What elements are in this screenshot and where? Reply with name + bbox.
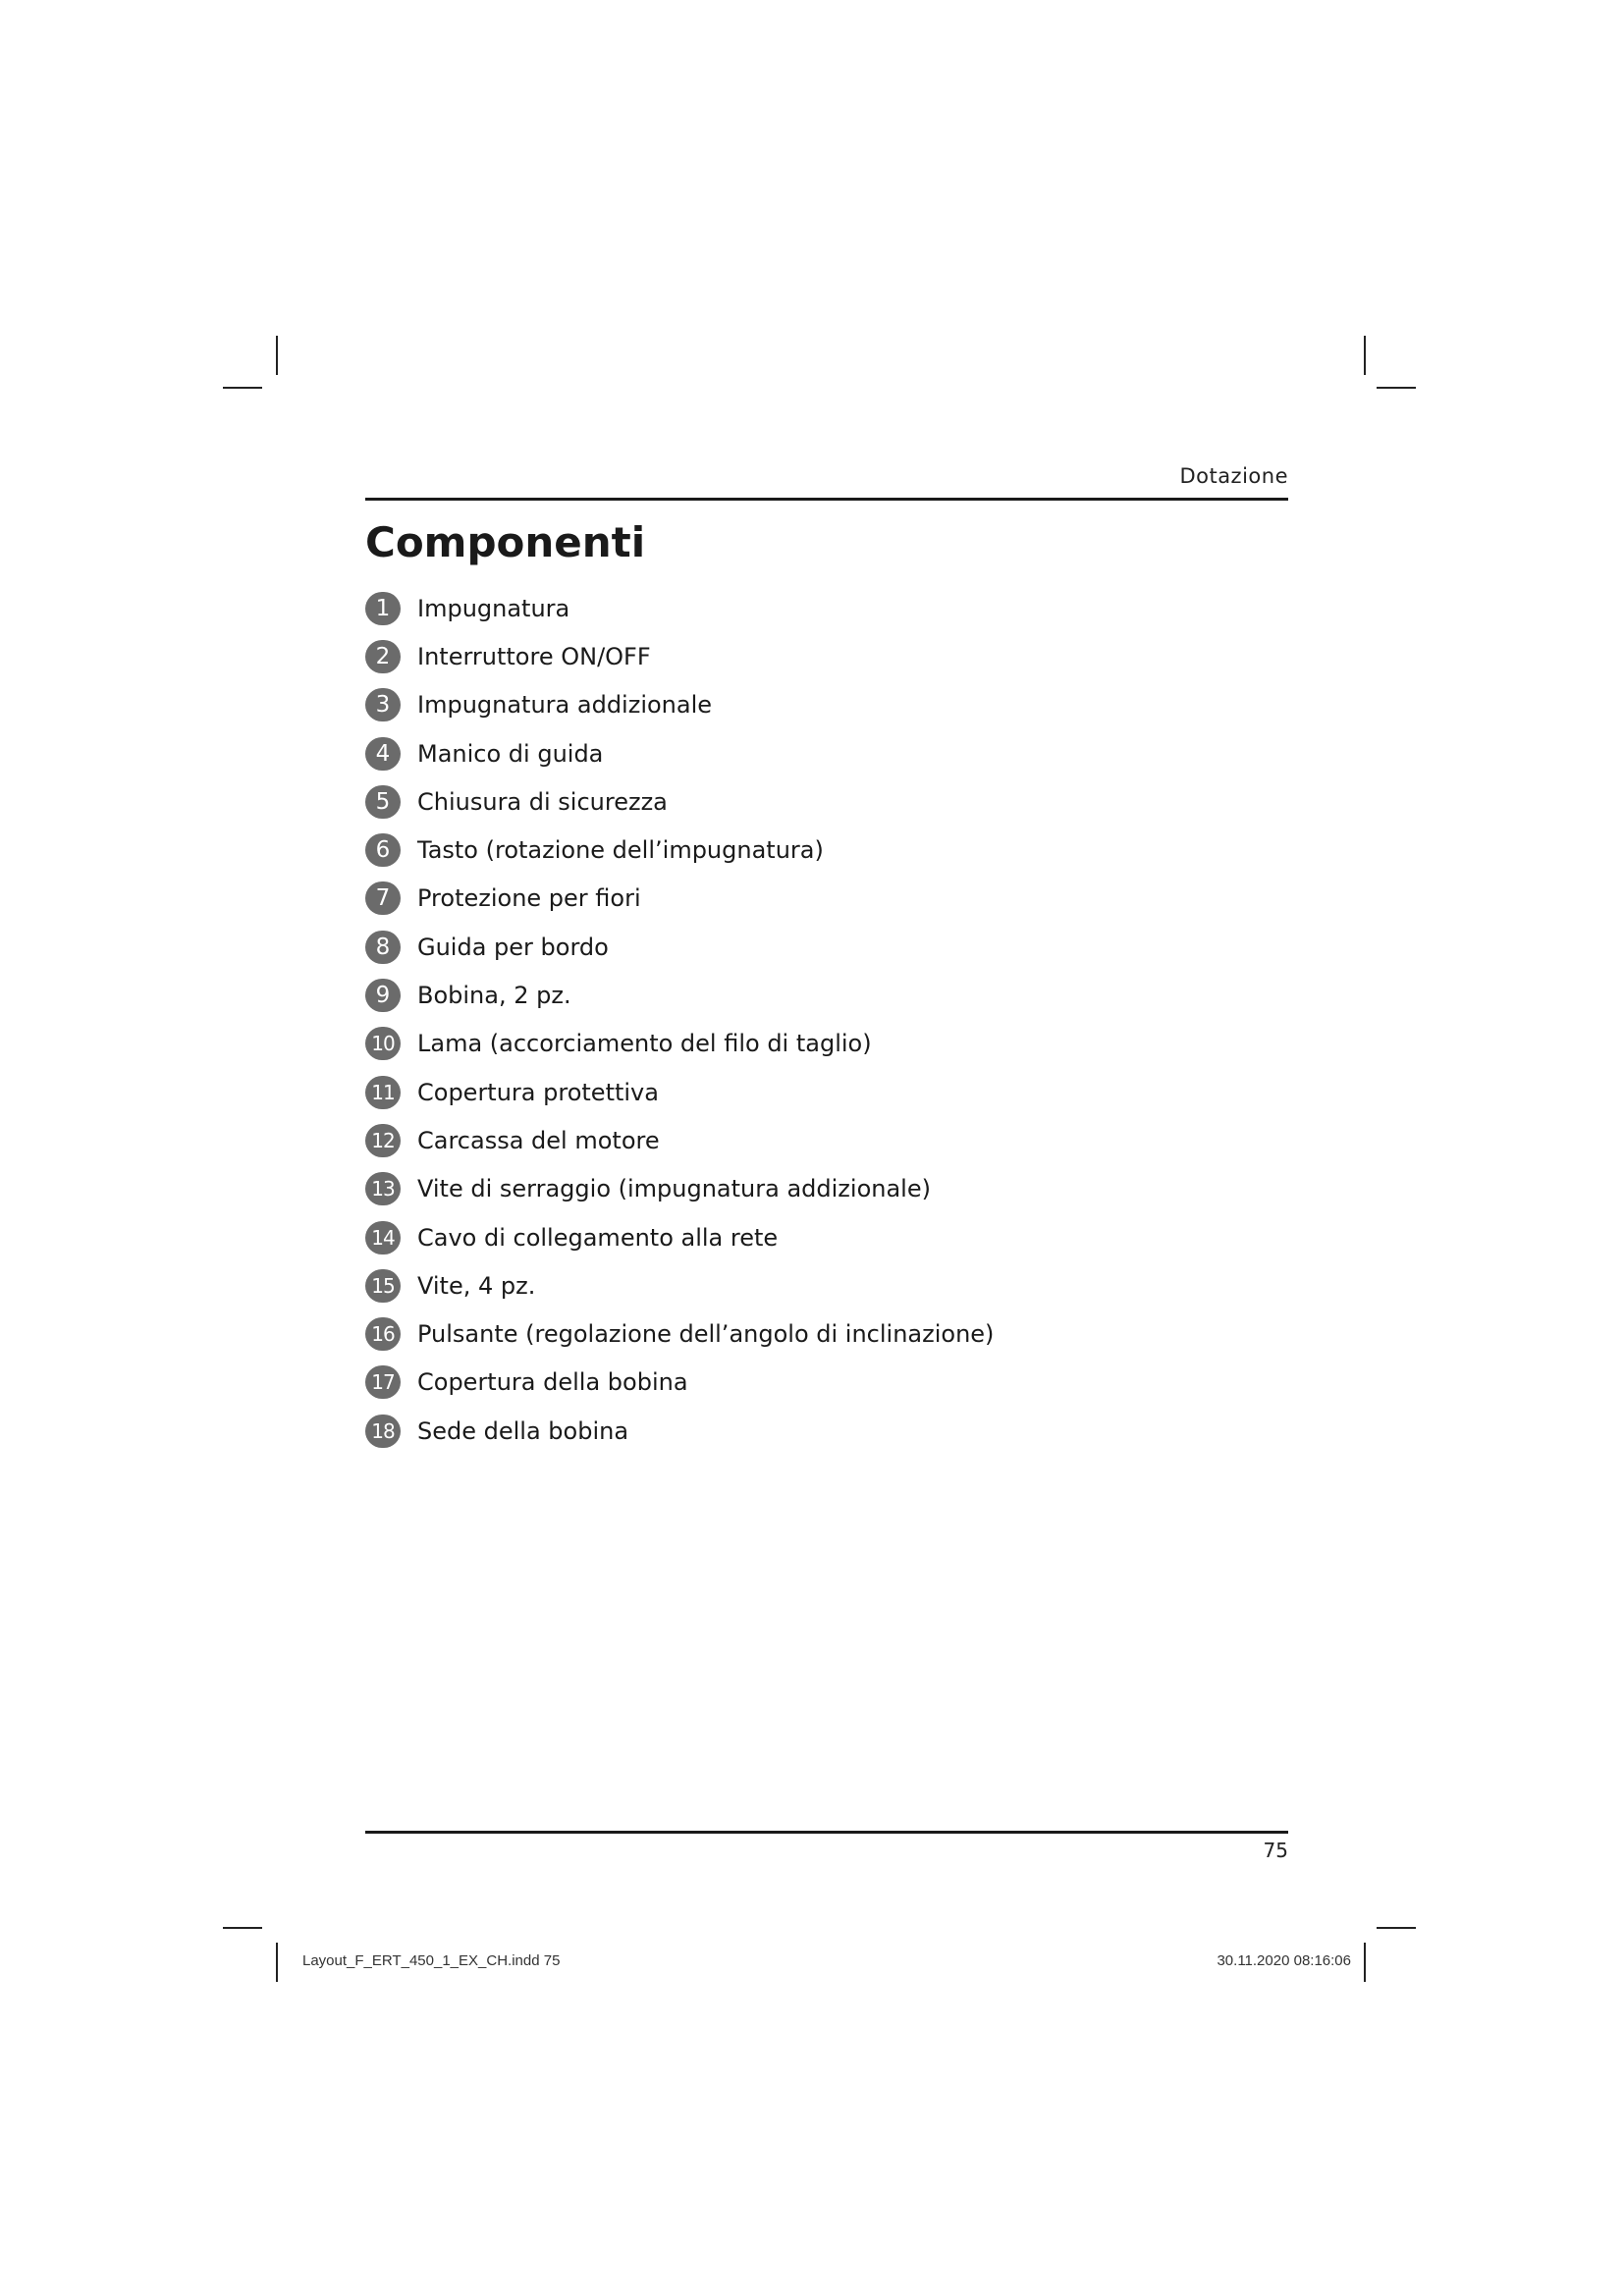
component-item xyxy=(365,1020,994,1068)
print-slug-timestamp: 30.11.2020 08:16:06 xyxy=(1217,1952,1351,1969)
component-item xyxy=(365,1359,994,1407)
component-item xyxy=(365,729,994,777)
component-number-badge: 3 xyxy=(365,688,401,721)
component-label: Copertura protettiva xyxy=(417,1078,659,1106)
component-label: Lama (accorciamento del filo di taglio) xyxy=(417,1030,872,1058)
crop-mark-top-left-horizontal xyxy=(223,387,262,389)
component-label: Tasto (rotazione dell’impugnatura) xyxy=(417,836,824,865)
component-label: Impugnatura xyxy=(417,594,570,622)
component-label: Protezione per fiori xyxy=(417,884,641,913)
component-number-badge: 2 xyxy=(365,640,401,673)
crop-mark-top-right-vertical xyxy=(1364,336,1366,375)
running-header-section: Dotazione xyxy=(1179,464,1288,488)
component-number-badge: 8 xyxy=(365,931,401,964)
components-list xyxy=(365,584,994,1455)
crop-mark-bottom-left-vertical xyxy=(276,1943,278,1982)
component-item xyxy=(365,875,994,923)
component-label: Copertura della bobina xyxy=(417,1368,688,1397)
component-label: Interruttore ON/OFF xyxy=(417,642,651,670)
component-number-badge: 17 xyxy=(365,1365,401,1399)
component-label: Chiusura di sicurezza xyxy=(417,787,668,816)
page-number: 75 xyxy=(1263,1839,1288,1862)
component-number-badge: 7 xyxy=(365,881,401,915)
component-label: Pulsante (regolazione dell’angolo di inclinazione) xyxy=(417,1320,995,1349)
component-number-badge: 15 xyxy=(365,1269,401,1303)
component-item xyxy=(365,1068,994,1116)
component-item xyxy=(365,1213,994,1261)
component-number-badge: 10 xyxy=(365,1027,401,1060)
component-label: Manico di guida xyxy=(417,739,604,768)
footer-rule xyxy=(365,1831,1288,1834)
component-number-badge: 1 xyxy=(365,592,401,625)
component-item xyxy=(365,826,994,874)
component-label: Carcassa del motore xyxy=(417,1126,660,1154)
component-label: Impugnatura addizionale xyxy=(417,691,713,720)
component-number-badge: 16 xyxy=(365,1317,401,1351)
component-item xyxy=(365,971,994,1019)
component-number-badge: 18 xyxy=(365,1415,401,1448)
header-rule xyxy=(365,498,1288,501)
component-label: Vite, 4 pz. xyxy=(417,1271,536,1300)
component-item xyxy=(365,584,994,632)
component-number-badge: 13 xyxy=(365,1172,401,1205)
component-item xyxy=(365,923,994,971)
crop-mark-top-left-vertical xyxy=(276,336,278,375)
print-slug-filename: Layout_F_ERT_450_1_EX_CH.indd 75 xyxy=(302,1952,561,1969)
crop-mark-bottom-left-horizontal xyxy=(223,1927,262,1929)
component-item xyxy=(365,1407,994,1455)
component-number-badge: 12 xyxy=(365,1124,401,1157)
page-title: Componenti xyxy=(365,518,646,566)
component-number-badge: 9 xyxy=(365,979,401,1012)
component-label: Bobina, 2 pz. xyxy=(417,982,571,1010)
component-item xyxy=(365,1309,994,1358)
component-label: Vite di serraggio (impugnatura addizionale) xyxy=(417,1175,931,1203)
component-number-badge: 4 xyxy=(365,737,401,771)
component-label: Sede della bobina xyxy=(417,1416,629,1445)
component-number-badge: 6 xyxy=(365,833,401,867)
component-item xyxy=(365,681,994,729)
crop-mark-top-right-horizontal xyxy=(1377,387,1416,389)
component-number-badge: 14 xyxy=(365,1221,401,1255)
component-item xyxy=(365,1116,994,1164)
component-item xyxy=(365,1165,994,1213)
component-number-badge: 11 xyxy=(365,1076,401,1109)
crop-mark-bottom-right-vertical xyxy=(1364,1943,1366,1982)
component-item xyxy=(365,777,994,826)
crop-mark-bottom-right-horizontal xyxy=(1377,1927,1416,1929)
component-label: Cavo di collegamento alla rete xyxy=(417,1223,779,1252)
component-label: Guida per bordo xyxy=(417,933,609,961)
component-item xyxy=(365,632,994,680)
component-item xyxy=(365,1261,994,1309)
component-number-badge: 5 xyxy=(365,785,401,819)
